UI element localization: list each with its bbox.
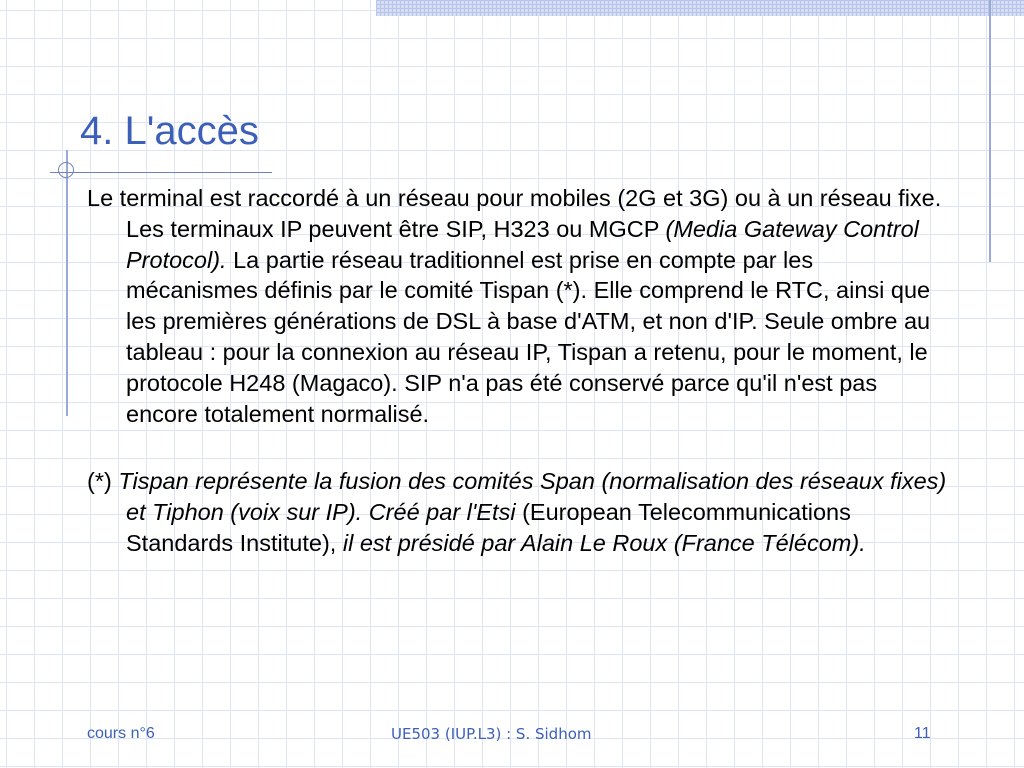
paragraph-access	[87, 183, 947, 429]
text-segment: La partie réseau traditionnel est prise en compte par les mécanismes définis par le comité Tispan (*). Elle comprend le RTC, ainsi que les premières générations de DSL à base d'ATM, et non d'IP. Seule ombre au tableau : pour la connexion au réseau IP, Tispan a retenu, pour le moment, le protocole H248 (Magaco). SIP n'a pas été conservé parce qu'il n'est pas encore totalement normalisé.	[126, 246, 931, 427]
ring-accent-icon	[58, 162, 74, 178]
slide-title: 4. L'accès	[80, 109, 259, 153]
top-decorative-bar	[376, 0, 1024, 16]
paragraph-tispan-note	[87, 466, 947, 558]
left-vertical-accent-line	[66, 150, 68, 416]
italic-text-segment: il est présidé par Alain Le Roux (France Télécom).	[342, 529, 866, 556]
right-vertical-accent-line	[989, 0, 991, 262]
text-segment: (*)	[87, 468, 119, 495]
text-segment: (European Telecommunications Standards Institute),	[126, 499, 851, 556]
footer-course-title: UE503 (IUP.L3) : S. Sidhom	[391, 725, 592, 743]
text-segment: Le terminal est raccordé à un réseau pour mobiles (2G et 3G) ou à un réseau fixe. Les terminaux IP peuvent être SIP, H323 ou MGCP	[87, 185, 942, 242]
italic-text-segment: Tispan représente la fusion des comités Span (normalisation des réseaux fixes) et Tiphon (voix sur IP). Créé par l'Etsi	[118, 468, 947, 526]
footer-page-number: 11	[914, 725, 931, 742]
title-underline-accent	[50, 172, 272, 173]
italic-text-segment: (Media Gateway Control Protocol).	[126, 215, 919, 273]
footer-course-label: cours n°6	[87, 725, 155, 742]
slide-body	[87, 183, 947, 559]
